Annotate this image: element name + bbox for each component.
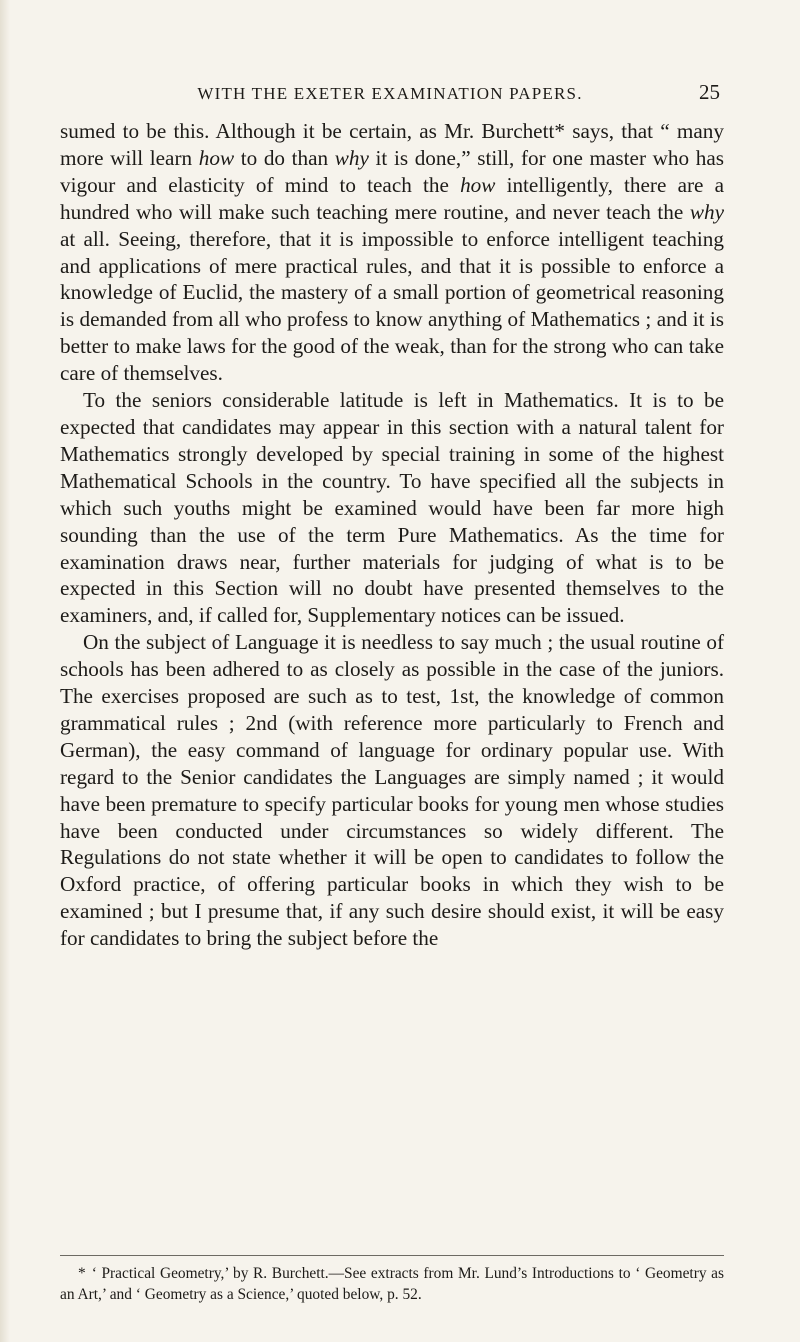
paragraph-1-text-6: at all. Seeing, therefore, that it is impossible to enforce intelligent teaching and applications of mere practical rules, and that it is possible to enforce a knowledge of Euclid, the mastery of a small portion of geometrical reasoning is demanded from all who profess to know anything of Mathematics ; and it is better to make laws for the good of the weak, than for the strong who can take care of themselves. (60, 226, 724, 386)
footnote (60, 1264, 724, 1305)
footnote-text: ‘ Practical Geometry,’ by R. Burchett.—See extracts from Mr. Lund’s Introductions to ‘ Geometry as an Art,’ and ‘ Geometry as a Science,’ quoted below, p. 52. (60, 1265, 724, 1303)
running-head (60, 80, 720, 110)
paragraph-2: To the seniors considerable latitude is left in Mathematics. It is to be expected that candidates may appear in this section with a natural talent for Mathematics strongly developed by special training in some of the highest Mathematical Schools in the country. To have specified all the subjects in which such youths might be examined would have been far more high sounding than the use of the term Pure Mathematics. As the time for examination draws near, further materials for judging of what is to be expected in this Section will no doubt have presented themselves to the examiners, and, if called for, Supplementary notices can be issued. (60, 388, 724, 628)
footnote-divider (60, 1255, 724, 1256)
italic-how: how (198, 145, 235, 170)
paragraph-1-text-4: it is done,” still, for one master who has vigour and elasticity of mind to teach the (60, 145, 724, 197)
paragraph-1-text-5: intelligently, there are a hundred who will make such teaching mere routine, and never teach the (60, 172, 725, 224)
paragraph-1-text-1: sumed to be this. Although it be certain, as Mr. Burchett (60, 119, 555, 143)
footnote-marker: * (78, 1265, 86, 1282)
paragraph-3: On the subject of Language it is needless to say much ; the usual routine of schools has been adhered to as closely as possible in the case of the juniors. The exercises proposed are such as to test, 1st, the knowledge of common grammatical rules ; 2nd (with reference more particularly to French and German), the easy command of language for ordinary popular use. With regard to the Senior candidates the Languages are simply named ; it would have been premature to specify particular books for young men whose studies have been conducted under circumstances so widely different. The Regulations do not state whether it will be open to candidates to follow the Oxford practice, of offering particular books in which they wish to be examined ; but I presume that, if any such desire should exist, it will be easy for candidates to bring the subject before the (60, 630, 724, 951)
italic-why: why (334, 145, 369, 170)
paragraph-1-text-3: to do than (234, 145, 335, 170)
footnote-reference: * (554, 119, 565, 143)
page-binding-shadow (0, 0, 10, 1342)
body-text (60, 118, 724, 952)
paragraph-1-text-2: says, that “ many more will learn (60, 119, 724, 170)
italic-why: why (689, 199, 724, 224)
italic-how: how (460, 172, 496, 197)
page-number: 25 (699, 80, 720, 104)
paragraph-1 (60, 118, 724, 387)
running-title: WITH THE EXETER EXAMINATION PAPERS. (197, 84, 583, 103)
